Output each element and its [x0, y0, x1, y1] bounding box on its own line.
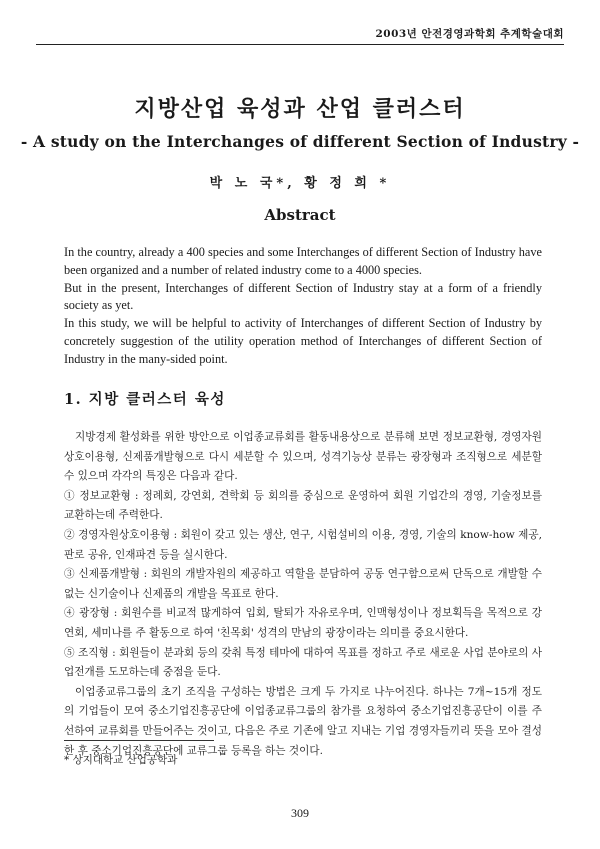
abstract-paragraph: In this study, we will be helpful to activity of Interchanges of different Section of Industry by concretely suggestion of the utility operation method of Interchanges of different Section of Industry in the many-sided point. — [64, 316, 542, 366]
list-item: ① 정보교환형 : 정례회, 강연회, 견학회 등 회의를 중심으로 운영하여 회원 기업간의 경영, 기술정보를 교환하는데 주력한다. — [64, 489, 542, 522]
list-item: ② 경영자원상호이용형 : 회원이 갖고 있는 생산, 연구, 시험설비의 이용, 경영, 기술의 know-how 제공, 판로 공유, 인재파견 등을 실시한다. — [64, 528, 542, 561]
footnote: * 상지대학교 산업공학과 — [64, 754, 178, 766]
header-rule — [36, 44, 564, 45]
list-item: ③ 신제품개발형 : 회원의 개발자원의 제공하고 역할을 분담하여 공동 연구함으로써 단독으로 개발할 수 없는 신기술이나 신제품의 개발을 목표로 한다. — [64, 568, 542, 600]
paper-subtitle: - A study on the Interchanges of different Section of Industry - — [20, 132, 580, 151]
list-item: ⑤ 조직형 : 회원들이 분과회 등의 갖춰 특정 테마에 대하여 목표를 정하고 주로 새로운 사업 분야로의 사업전개를 도모하는데 중점을 둔다. — [64, 646, 542, 679]
section-heading: 1. 지방 클러스터 육성 — [64, 391, 226, 408]
page-number: 309 — [291, 806, 309, 820]
footnote-rule — [64, 740, 214, 741]
abstract-paragraph: In the country, already a 400 species and some Interchanges of different Section of Industry have been organized and a number of related industry come to a 4000 species. — [64, 245, 542, 277]
abstract-paragraph: But in the present, Interchanges of different Section of Industry stay at a form of a friendly society as yet. — [64, 280, 542, 313]
abstract-body — [64, 244, 542, 369]
body-paragraph: 지방경제 활성화를 위한 방안으로 이업종교류회를 활동내용상으로 분류해 보면 정보교환형, 경영자원상호이용형, 신제품개발형으로 다시 세분할 수 있으며, 성격기능상 분류는 광장형과 조직형으로 세분할 수 있으며 각각의 특징은 다음과 같다. — [64, 431, 542, 483]
body-paragraph: 이업종교류그룹의 초기 조직을 구성하는 방법은 크게 두 가지로 나누어진다. 하나는 7개~15개 정도의 기업들이 모여 중소기업진흥공단에 이업종교류그룹의 참가를 요청하여 중소기업진흥공단이 이를 주선하여 교류회를 만들어주는 것이고, 다음은 주로 기존에 알고 지내는 기업 경영자들끼리 뜻을 모아 결성한 후 중소기업진흥공단에 교류그룹 등록을 하는 것이다. — [64, 685, 542, 757]
section-body — [64, 428, 542, 761]
abstract-heading: Abstract — [264, 206, 336, 224]
authors: 박 노 국*, 황 정 희 * — [209, 176, 391, 191]
paper-title: 지방산업 육성과 산업 클러스터 — [134, 96, 466, 122]
running-head: 2003년 안전경영과학회 추계학술대회 — [375, 28, 564, 40]
list-item: ④ 광장형 : 회원수를 비교적 많게하여 입회, 탈퇴가 자유로우며, 인맥형성이나 정보획득을 목적으로 강연회, 세미나를 주 활동으로 하여 '친목회' 성격의 만남의 광장이라는 의미를 중요시한다. — [64, 607, 542, 639]
